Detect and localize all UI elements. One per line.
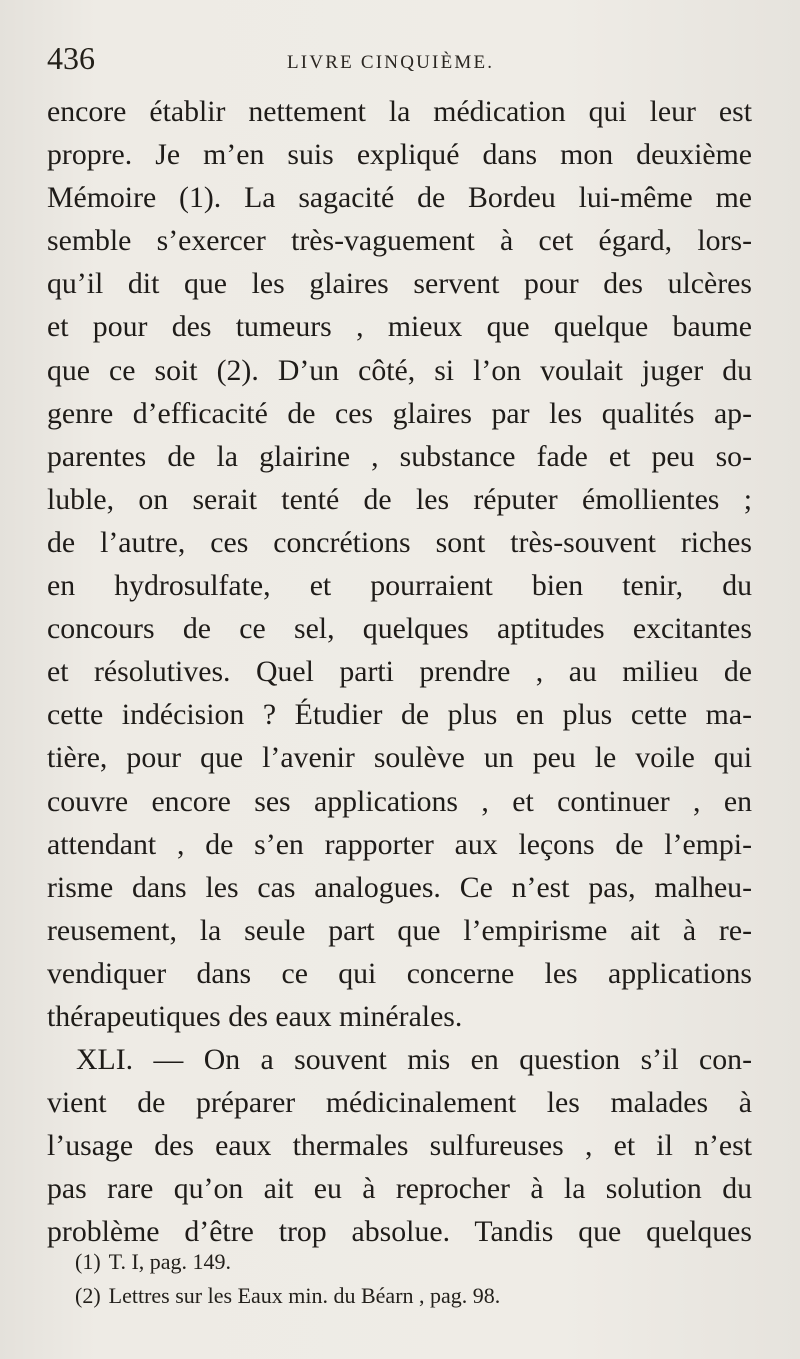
text-line: parentes de la glairine , substance fade et peu so- (47, 439, 752, 473)
text-line: genre d’efficacité de ces glaires par les qualités ap- (47, 396, 752, 430)
text-line: pas rare qu’on ait eu à reprocher à la solution du (47, 1172, 752, 1206)
text-line: couvre encore ses applications , et continuer , en (47, 784, 752, 818)
text-line: en hydrosulfate, et pourraient bien tenir, du (47, 569, 752, 603)
footnote-text: T. I, pag. 149. (108, 1249, 232, 1274)
text-line: vient de préparer médicinalement les malades à (47, 1086, 752, 1120)
text-line: problème d’être trop absolue. Tandis que quelques (47, 1215, 752, 1249)
footnote-text: Lettres sur les Eaux min. du Béarn , pag. 98. (108, 1283, 501, 1308)
text-line: concours de ce sel, quelques aptitudes excitantes (47, 612, 752, 646)
text-line: qu’il dit que les glaires servent pour des ulcères (47, 267, 752, 301)
text-line: cette indécision ? Étudier de plus en plus cette ma- (47, 698, 752, 732)
footnote-marker: (2) (75, 1283, 101, 1308)
text-line: risme dans les cas analogues. Ce n’est pas, malheu- (47, 870, 752, 904)
text-line: reusement, la seule part que l’empirisme ait à re- (47, 913, 752, 947)
page-header (47, 34, 757, 84)
footnote (75, 1245, 755, 1279)
footnotes (75, 1245, 755, 1313)
text-line: et pour des tumeurs , mieux que quelque baume (47, 310, 752, 344)
text-line: XLI. — On a souvent mis en question s’il con- (76, 1043, 752, 1077)
footnote (75, 1279, 755, 1313)
page-number: 436 (47, 40, 95, 76)
text-line: que ce soit (2). D’un côté, si l’on voulait juger du (47, 353, 752, 387)
text-line: de l’autre, ces concrétions sont très-souvent riches (47, 525, 752, 559)
body-text (47, 90, 752, 1254)
footnote-marker: (1) (75, 1249, 101, 1274)
text-line: Mémoire (1). La sagacité de Bordeu lui-même me (47, 181, 752, 215)
text-line: tière, pour que l’avenir soulève un peu le voile qui (47, 741, 752, 775)
text-line: luble, on serait tenté de les réputer émollientes ; (47, 482, 752, 516)
text-line: semble s’exercer très-vaguement à cet égard, lors- (47, 224, 752, 258)
text-line: l’usage des eaux thermales sulfureuses , et il n’est (47, 1129, 752, 1163)
text-line: vendiquer dans ce qui concerne les applications (47, 956, 752, 990)
running-head: LIVRE CINQUIÈME. (287, 52, 495, 73)
text-line: encore établir nettement la médication qui leur est (47, 95, 752, 128)
text-line: propre. Je m’en suis expliqué dans mon deuxième (47, 138, 752, 172)
text-line: attendant , de s’en rapporter aux leçons de l’empi- (47, 827, 752, 861)
text-line: thérapeutiques des eaux minérales. (47, 999, 463, 1033)
text-line: et résolutives. Quel parti prendre , au milieu de (47, 655, 752, 689)
